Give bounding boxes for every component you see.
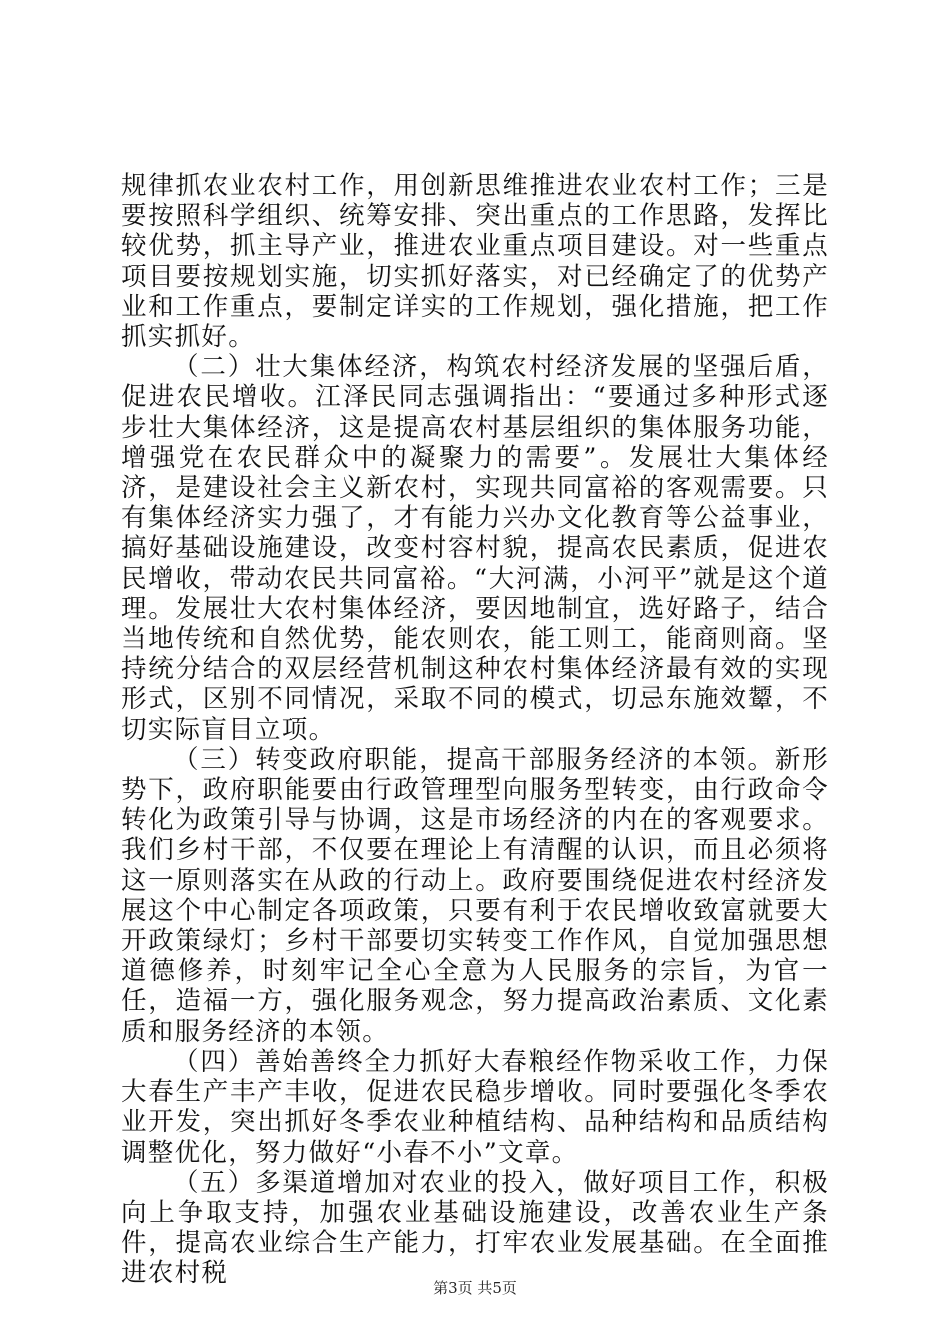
document-body [121,171,829,1289]
paragraph-section-4: （四）善始善终全力抓好大春粮经作物采收工作，力保大春生产丰产丰收，促进农民稳步增收。同时要强化冬季农业开发，突出抓好冬季农业种植结构、品种结构和品质结构调整优化，努力做好“小春不小”文章。 [121,1046,829,1168]
page-number-footer: 第3页 共5页 [433,1279,517,1297]
paragraph-section-2: （二）壮大集体经济，构筑农村经济发展的坚强后盾，促进农民增收。江泽民同志强调指出：“要通过多种形式逐步壮大集体经济，这是提高农村基层组织的集体服务功能，增强党在农民群众中的凝聚力的需要”。发展壮大集体经济，是建设社会主义新农村，实现共同富裕的客观需要。只有集体经济实力强了，才有能力兴办文化教育等公益事业，搞好基础设施建设，改变村容村貌，提高农民素质，促进农民增收，带动农民共同富裕。“大河满，小河平”就是这个道理。发展壮大农村集体经济，要因地制宜，选好路子，结合当地传统和自然优势，能农则农，能工则工，能商则商。坚持统分结合的双层经营机制这种农村集体经济最有效的实现形式，区别不同情况，采取不同的模式，切忌东施效颦，不切实际盲目立项。 [121,352,829,745]
paragraph-continuation: 规律抓农业农村工作，用创新思维推进农业农村工作；三是要按照科学组织、统筹安排、突出重点的工作思路，发挥比较优势，抓主导产业，推进农业重点项目建设。对一些重点项目要按规划实施，切实抓好落实，对已经确定了的优势产业和工作重点，要制定详实的工作规划，强化措施，把工作抓实抓好。 [121,171,829,353]
paragraph-section-3: （三）转变政府职能，提高干部服务经济的本领。新形势下，政府职能要由行政管理型向服务型转变，由行政命令转化为政策引导与协调，这是市场经济的内在的客观要求。我们乡村干部，不仅要在理论上有清醒的认识，而且必须将这一原则落实在从政的行动上。政府要围绕促进农村经济发展这个中心制定各项政策，只要有利于农民增收致富就要大开政策绿灯；乡村干部要切实转变工作作风，自觉加强思想道德修养，时刻牢记全心全意为人民服务的宗旨，为官一任，造福一方，强化服务观念，努力提高政治素质、文化素质和服务经济的本领。 [121,744,829,1047]
paragraph-section-5: （五）多渠道增加对农业的投入，做好项目工作，积极向上争取支持，加强农业基础设施建设，改善农业生产条件，提高农业综合生产能力，打牢农业发展基础。在全面推进农村税 [121,1167,829,1289]
